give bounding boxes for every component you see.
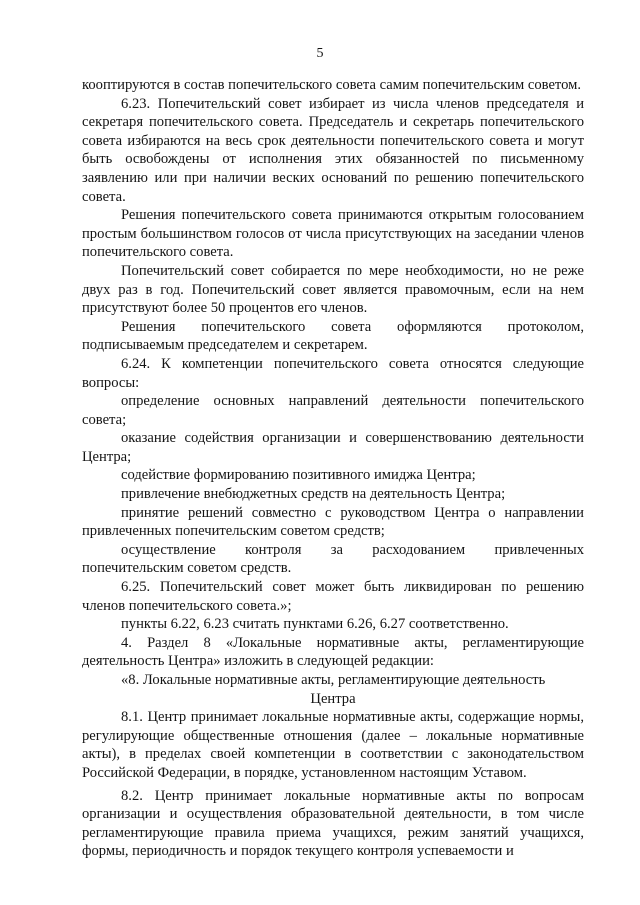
paragraph-8-1: 8.1. Центр принимает локальные нормативные акты, содержащие нормы, регулирующие общественные отношения (далее – локальные нормативные акты), в пределах своей компетенции в соответствии с законодательством Российской Федерации, в порядке, установленном настоящим Уставом. [82,709,584,781]
paragraph-6-24: 6.24. К компетенции попечительского совета относятся следующие вопросы: [82,355,584,391]
paragraph-6-23: 6.23. Попечительский совет избирает из числа членов председателя и секретаря попечительского совета. Председатель и секретарь попечительского совета избираются на весь срок деятельности попечительского совета и могут быть освобождены от исполнения этих обязанностей по письменному заявлению или при наличии веских оснований по решению попечительского совета. [82,95,584,205]
paragraph-coopt: кооптируются в состав попечительского совета самим попечительским советом. [82,77,582,93]
paragraph-decisions-voting: Решения попечительского совета принимаются открытым голосованием простым большинством голосов от числа присутствующих на заседании членов попечительского совета. [82,207,584,261]
paragraph-section-8-amendment: 4. Раздел 8 «Локальные нормативные акты, регламентирующие деятельность Центра» изложить в следующей редакции: [82,634,584,670]
paragraph-renumber: пункты 6.22, 6.23 считать пунктами 6.26, 6.27 соответственно. [121,616,509,633]
paragraph-6-25: 6.25. Попечительский совет может быть ликвидирован по решению членов попечительского совета.»; [82,579,584,614]
paragraph-decisions-protocol: Решения попечительского совета оформляются протоколом, подписываемым председателем и секретарем. [82,318,584,354]
list-item-control: осуществление контроля за расходованием привлеченных попечительским советом средств. [82,541,584,577]
list-item-assistance: оказание содействия организации и совершенствованию деятельности Центра; [82,430,584,465]
section-8-title-cont: Центра [310,690,356,707]
list-item-directions: определение основных направлений деятельности попечительского совета; [82,393,584,428]
list-item-funds: привлечение внебюджетных средств на деятельность Центра; [121,486,506,503]
paragraph-meetings: Попечительский совет собирается по мере необходимости, но не реже двух раз в год. Попечительский совет является правомочным, если на нем присутствуют более 50 процентов его членов. [82,262,584,317]
list-item-joint-decisions: принятие решений совместно с руководством Центра о направлении привлеченных попечительским советом средств; [82,504,584,540]
page-number: 5 [316,46,324,61]
document-body [82,76,584,861]
paragraph-8-2: 8.2. Центр принимает локальные нормативные акты по вопросам организации и осуществления образовательной деятельности, в том числе регламентирующие правила приема учащихся, режим занятий учащихся, формы, периодичность и порядок текущего контроля успеваемости и [82,787,584,860]
list-item-image: содействие формированию позитивного имиджа Центра; [121,467,476,484]
section-8-title: «8. Локальные нормативные акты, регламентирующие деятельность [121,672,546,688]
